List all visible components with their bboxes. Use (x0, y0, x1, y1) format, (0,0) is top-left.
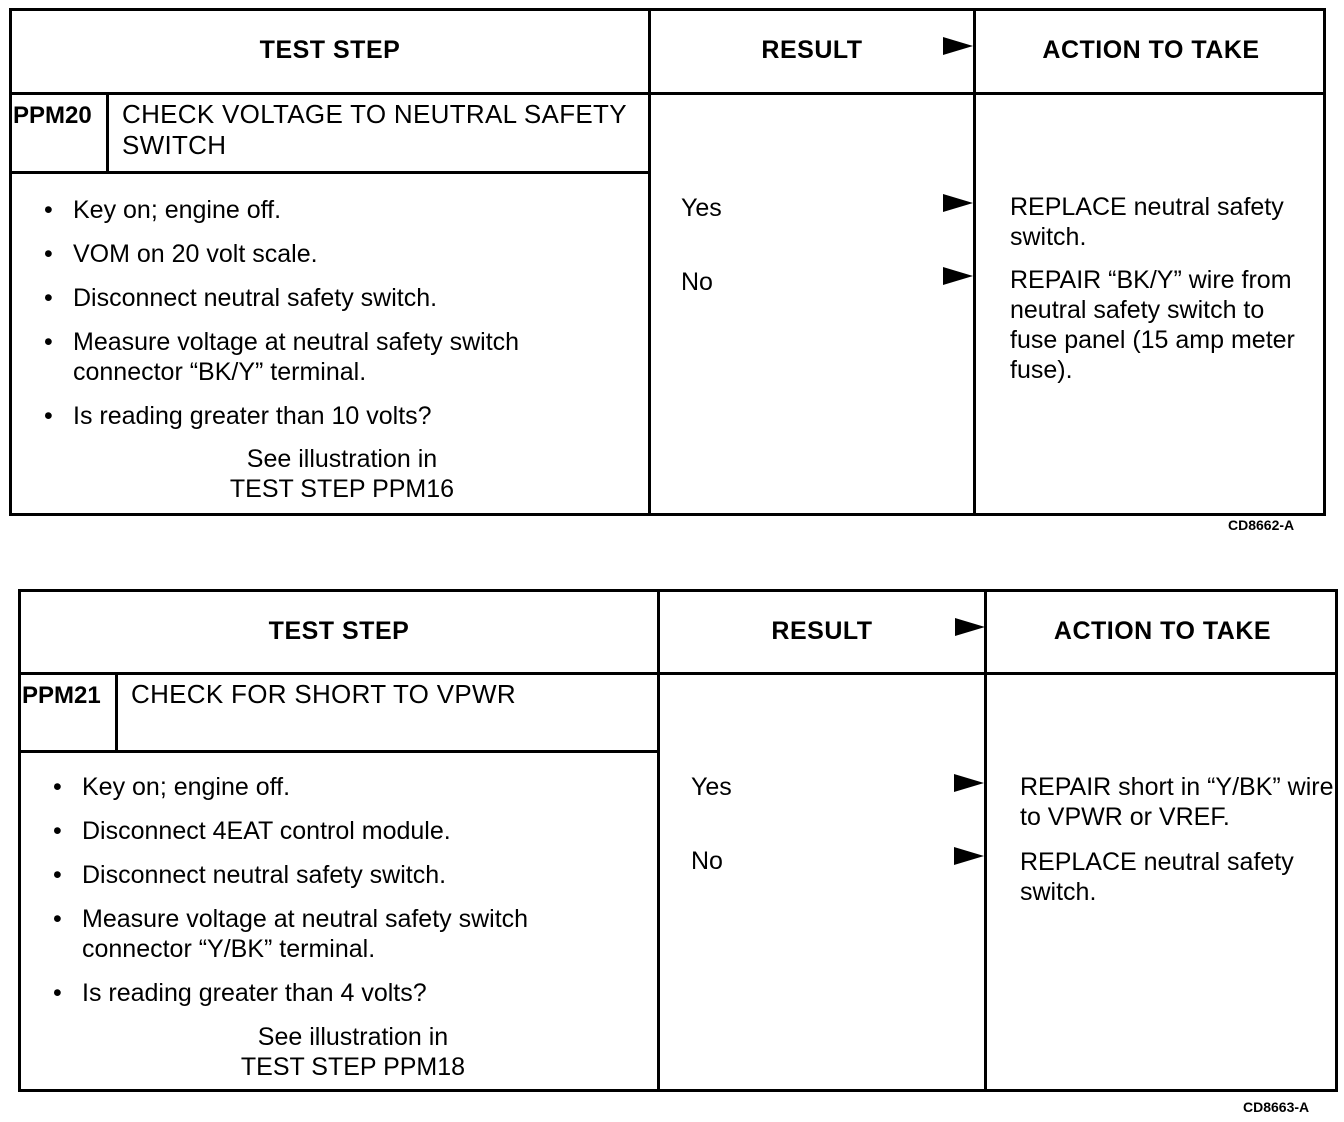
result-label-no: No (691, 847, 723, 875)
step-title-line: CHECK FOR SHORT TO VPWR (131, 679, 516, 709)
step-title (131, 679, 657, 710)
result-label-yes: Yes (691, 773, 732, 801)
bullet-item: • Disconnect neutral safety switch. (42, 283, 602, 313)
see-line: TEST STEP PPM18 (240, 1053, 466, 1081)
column-divider-result (657, 589, 660, 1092)
figure-reference: CD8663-A (1243, 1099, 1310, 1115)
result-label-no: No (681, 268, 713, 296)
bullet-item: • Key on; engine off. (42, 195, 602, 225)
header-test-step: TEST STEP (259, 36, 401, 64)
bullet-item: • Disconnect neutral safety switch. (51, 860, 611, 890)
step-code: PPM20 (13, 102, 92, 129)
bullet-item: • Is reading greater than 10 volts? (42, 401, 602, 431)
header-divider (18, 672, 1338, 675)
step-code-divider (115, 674, 118, 751)
test-bullets (51, 772, 611, 1022)
header-result: RESULT (761, 36, 863, 64)
result-arrow-icon (954, 774, 984, 792)
header-test-step: TEST STEP (268, 617, 410, 645)
action-text-no: REPLACE neutral safety switch. (1020, 848, 1294, 906)
header-result: RESULT (771, 617, 873, 645)
bullet-item: • Key on; engine off. (51, 772, 611, 802)
step-title-line: CHECK VOLTAGE TO NEUTRAL SAFETY (122, 99, 627, 129)
bullet-item: • VOM on 20 volt scale. (42, 239, 602, 269)
column-divider-action (984, 589, 987, 1092)
see-line: See illustration in (257, 1023, 449, 1051)
step-code: PPM21 (22, 682, 101, 709)
see-line: See illustration in (246, 445, 438, 473)
see-illustration-note (21, 1022, 685, 1082)
header-action: ACTION TO TAKE (1042, 36, 1260, 64)
result-label-yes: Yes (681, 194, 722, 222)
header-arrow-icon (955, 618, 985, 636)
result-arrow-icon (954, 847, 984, 865)
step-title-line: SWITCH (122, 130, 227, 160)
see-line: TEST STEP PPM16 (229, 475, 455, 503)
action-text-yes: REPAIR short in “Y/BK” wire to VPWR or VREF. (1020, 773, 1334, 831)
figure-reference: CD8662-A (1228, 517, 1295, 533)
action-text-no: REPAIR “BK/Y” wire from neutral safety switch to fuse panel (15 amp meter fuse). (1010, 266, 1295, 384)
bullet-item: • Is reading greater than 4 volts? (51, 978, 611, 1008)
bullet-item: • Measure voltage at neutral safety switch connector “Y/BK” terminal. (51, 904, 611, 964)
header-action: ACTION TO TAKE (1053, 617, 1272, 645)
bullet-item: • Disconnect 4EAT control module. (51, 816, 611, 846)
bullet-item: • Measure voltage at neutral safety switch connector “BK/Y” terminal. (42, 327, 602, 387)
action-text-yes: REPLACE neutral safety switch. (1010, 193, 1284, 251)
